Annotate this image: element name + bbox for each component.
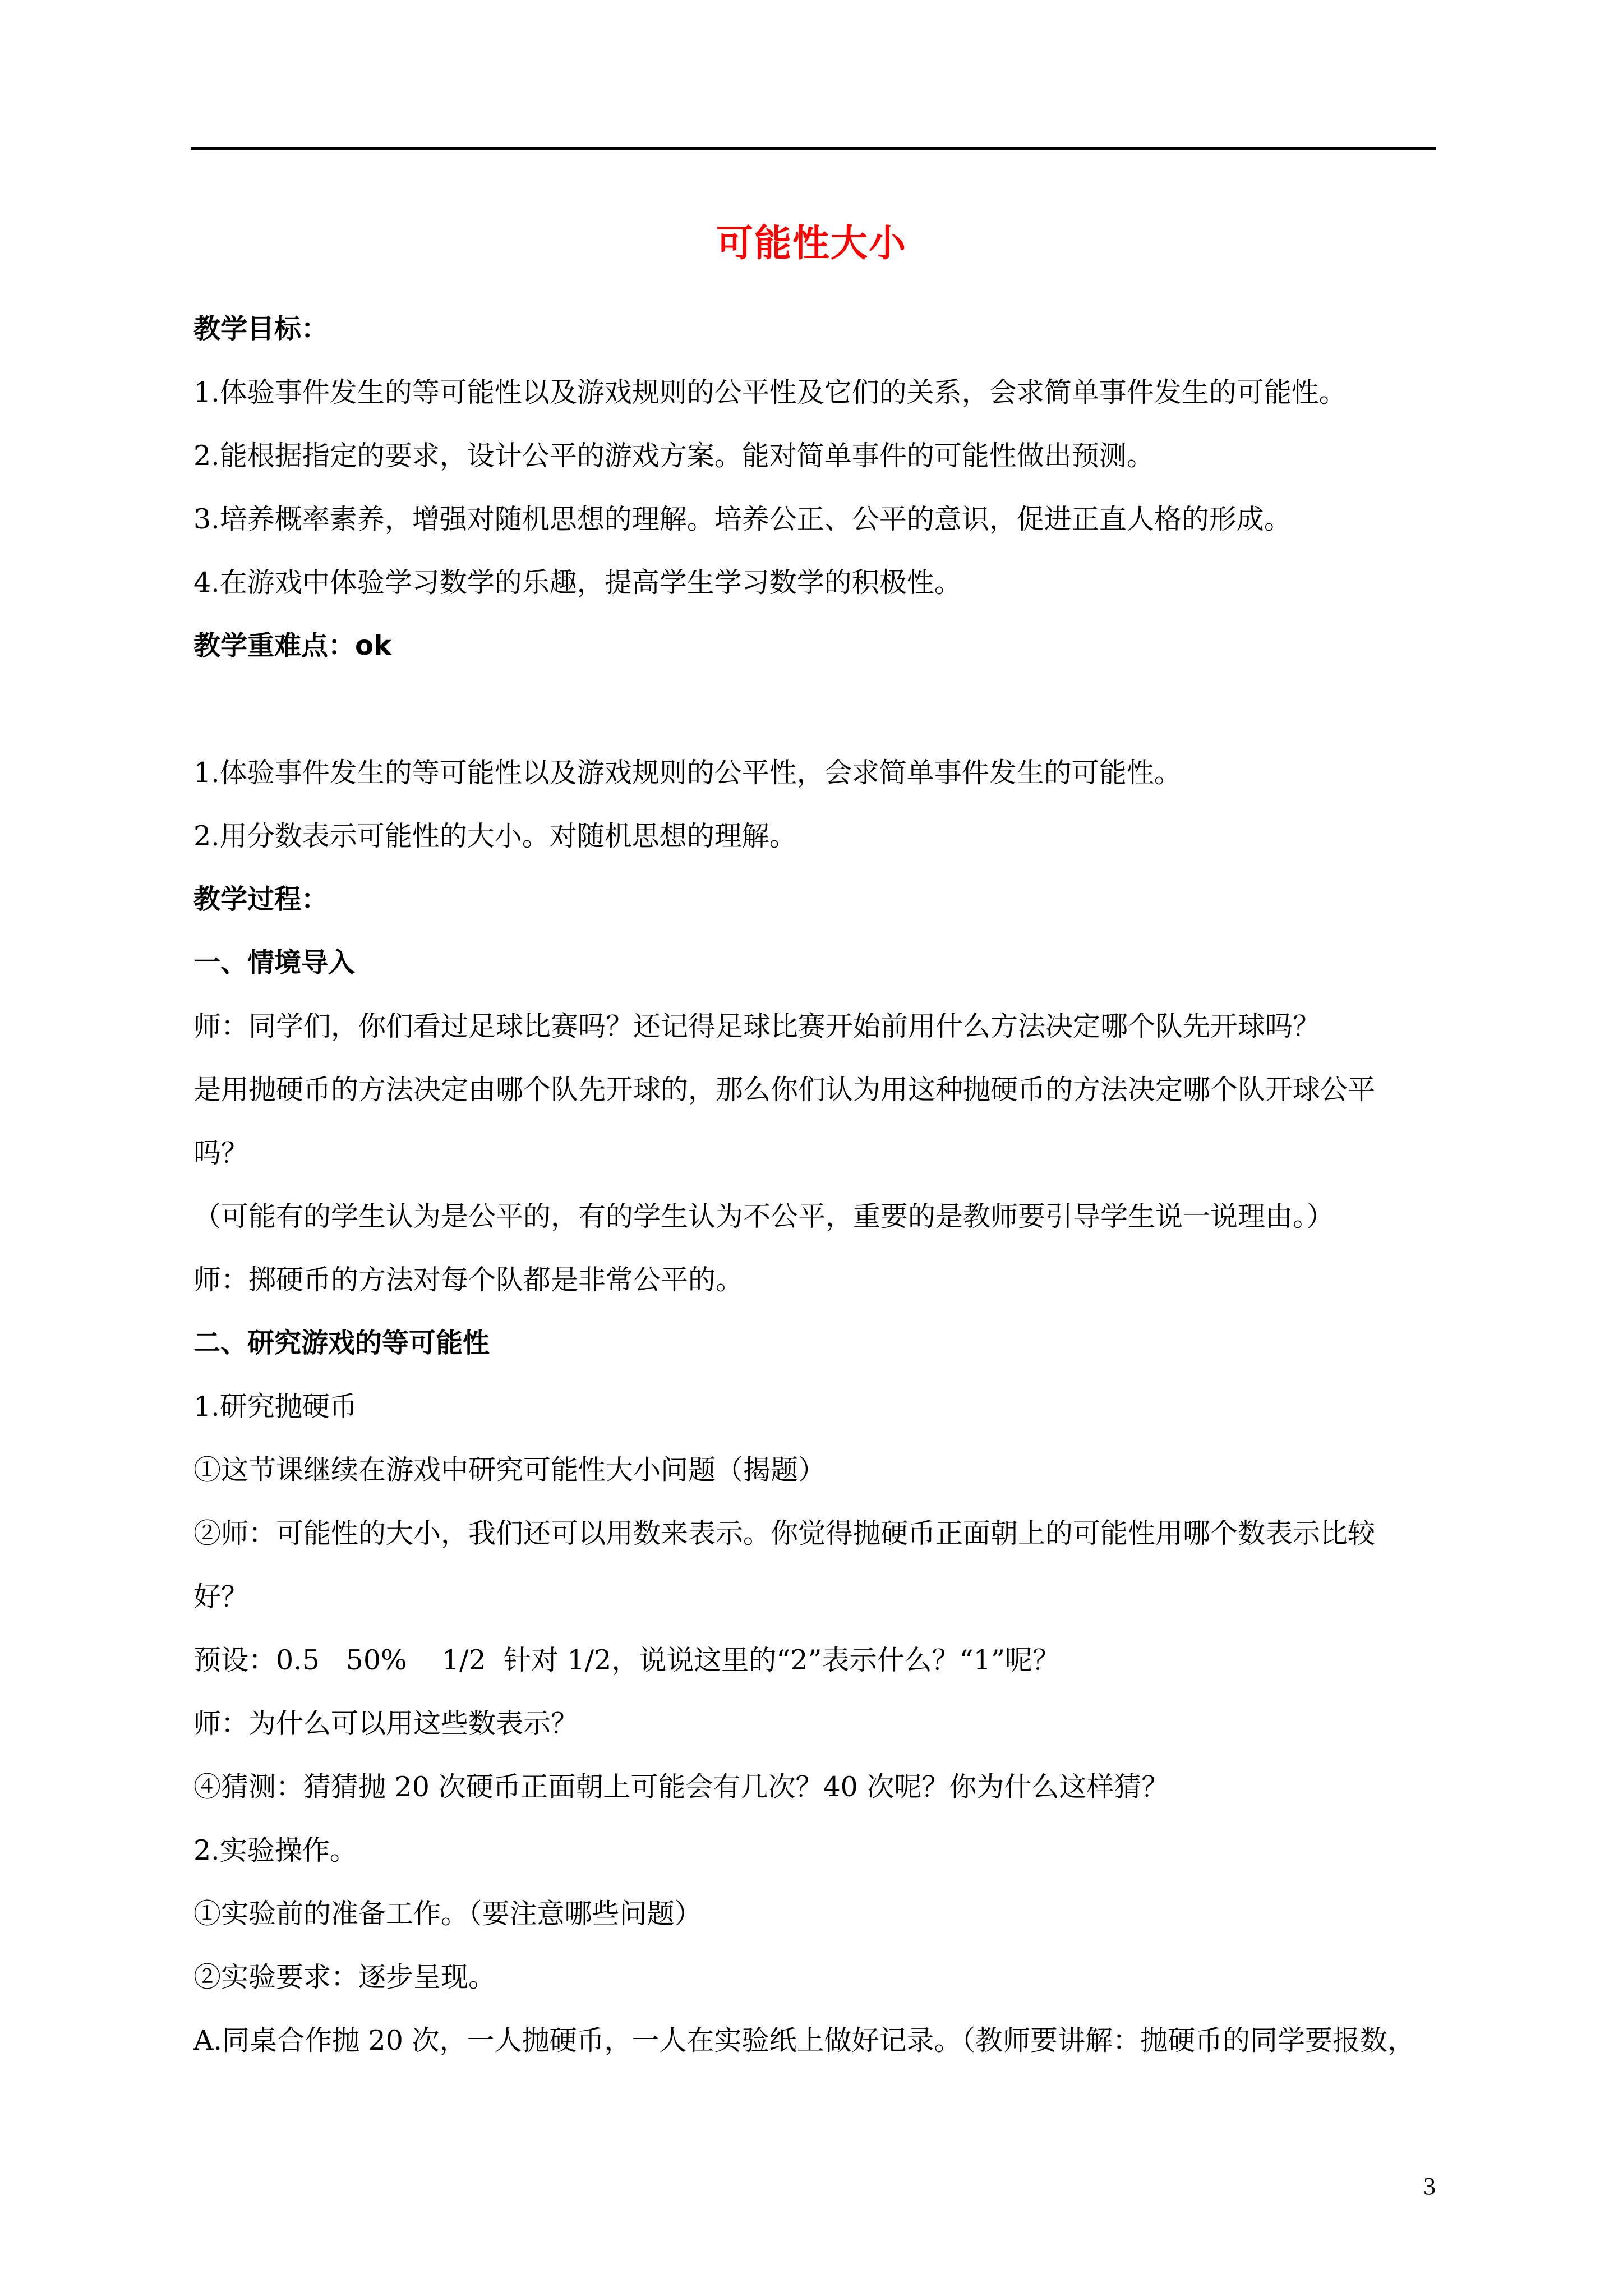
paragraph-line: ④猜测：猜猜抛 20 次硬币正面朝上可能会有几次？40 次呢？你为什么这样猜？ [193, 1771, 1169, 1803]
document-body [193, 297, 1441, 2072]
header-rule [191, 147, 1436, 150]
section-heading-process: 教学过程： [193, 884, 329, 915]
paragraph-line: 师：为什么可以用这些数表示？ [193, 1708, 579, 1740]
page-title: 可能性大小 [716, 222, 907, 265]
paragraph-line: 2.用分数表示可能性的大小。对随机思想的理解。 [193, 820, 797, 852]
subsection-heading-research: 二、研究游戏的等可能性 [193, 1327, 490, 1359]
paragraph-line: ②师：可能性的大小，我们还可以用数来表示。你觉得抛硬币正面朝上的可能性用哪个数表示比较 [193, 1517, 1376, 1549]
paragraph-line: 预设：0.5 50% 1/2 针对 1/2，说说这里的“2”表示什么？“1”呢？ [193, 1644, 1060, 1676]
paragraph-line: 3.培养概率素养，增强对随机思想的理解。培养公正、公平的意识，促进正直人格的形成。 [193, 503, 1292, 535]
paragraph-line: ①实验前的准备工作。（要注意哪些问题） [193, 1898, 702, 1930]
paragraph-line: 是用抛硬币的方法决定由哪个队先开球的，那么你们认为用这种抛硬币的方法决定哪个队开球公平 [193, 1074, 1376, 1106]
paragraph-line: A.同桌合作抛 20 次，一人抛硬币，一人在实验纸上做好记录。（教师要讲解：抛硬币的同学要报数， [193, 2024, 1415, 2056]
paragraph-line: 1.体验事件发生的等可能性以及游戏规则的公平性及它们的关系，会求简单事件发生的可能性。 [193, 376, 1347, 408]
paragraph-line: 2.能根据指定的要求，设计公平的游戏方案。能对简单事件的可能性做出预测。 [193, 440, 1154, 472]
paragraph-line: 好？ [193, 1581, 249, 1613]
paragraph-line: 4.在游戏中体验学习数学的乐趣，提高学生学习数学的积极性。 [193, 567, 962, 599]
paragraph-line: 吗？ [193, 1137, 249, 1169]
paragraph-line: ②实验要求：逐步呈现。 [193, 1961, 496, 1993]
paragraph-line: 师：同学们，你们看过足球比赛吗？还记得足球比赛开始前用什么方法决定哪个队先开球吗？ [193, 1010, 1321, 1042]
section-heading-objectives: 教学目标： [193, 313, 329, 344]
page-number: 3 [1423, 2173, 1436, 2200]
paragraph-line: ①这节课继续在游戏中研究可能性大小问题（揭题） [193, 1454, 826, 1486]
paragraph-line: 1.研究抛硬币 [193, 1391, 357, 1423]
paragraph-line: （可能有的学生认为是公平的，有的学生认为不公平，重要的是教师要引导学生说一说理由。） [193, 1200, 1334, 1232]
paragraph-line: 2.实验操作。 [193, 1834, 357, 1866]
section-heading-key-points: 教学重难点：ok [193, 630, 391, 661]
blank-line [193, 678, 1441, 741]
subsection-heading-intro: 一、情境导入 [193, 947, 356, 978]
paragraph-line: 1.体验事件发生的等可能性以及游戏规则的公平性，会求简单事件发生的可能性。 [193, 757, 1182, 789]
paragraph-line: 师：掷硬币的方法对每个队都是非常公平的。 [193, 1264, 744, 1296]
